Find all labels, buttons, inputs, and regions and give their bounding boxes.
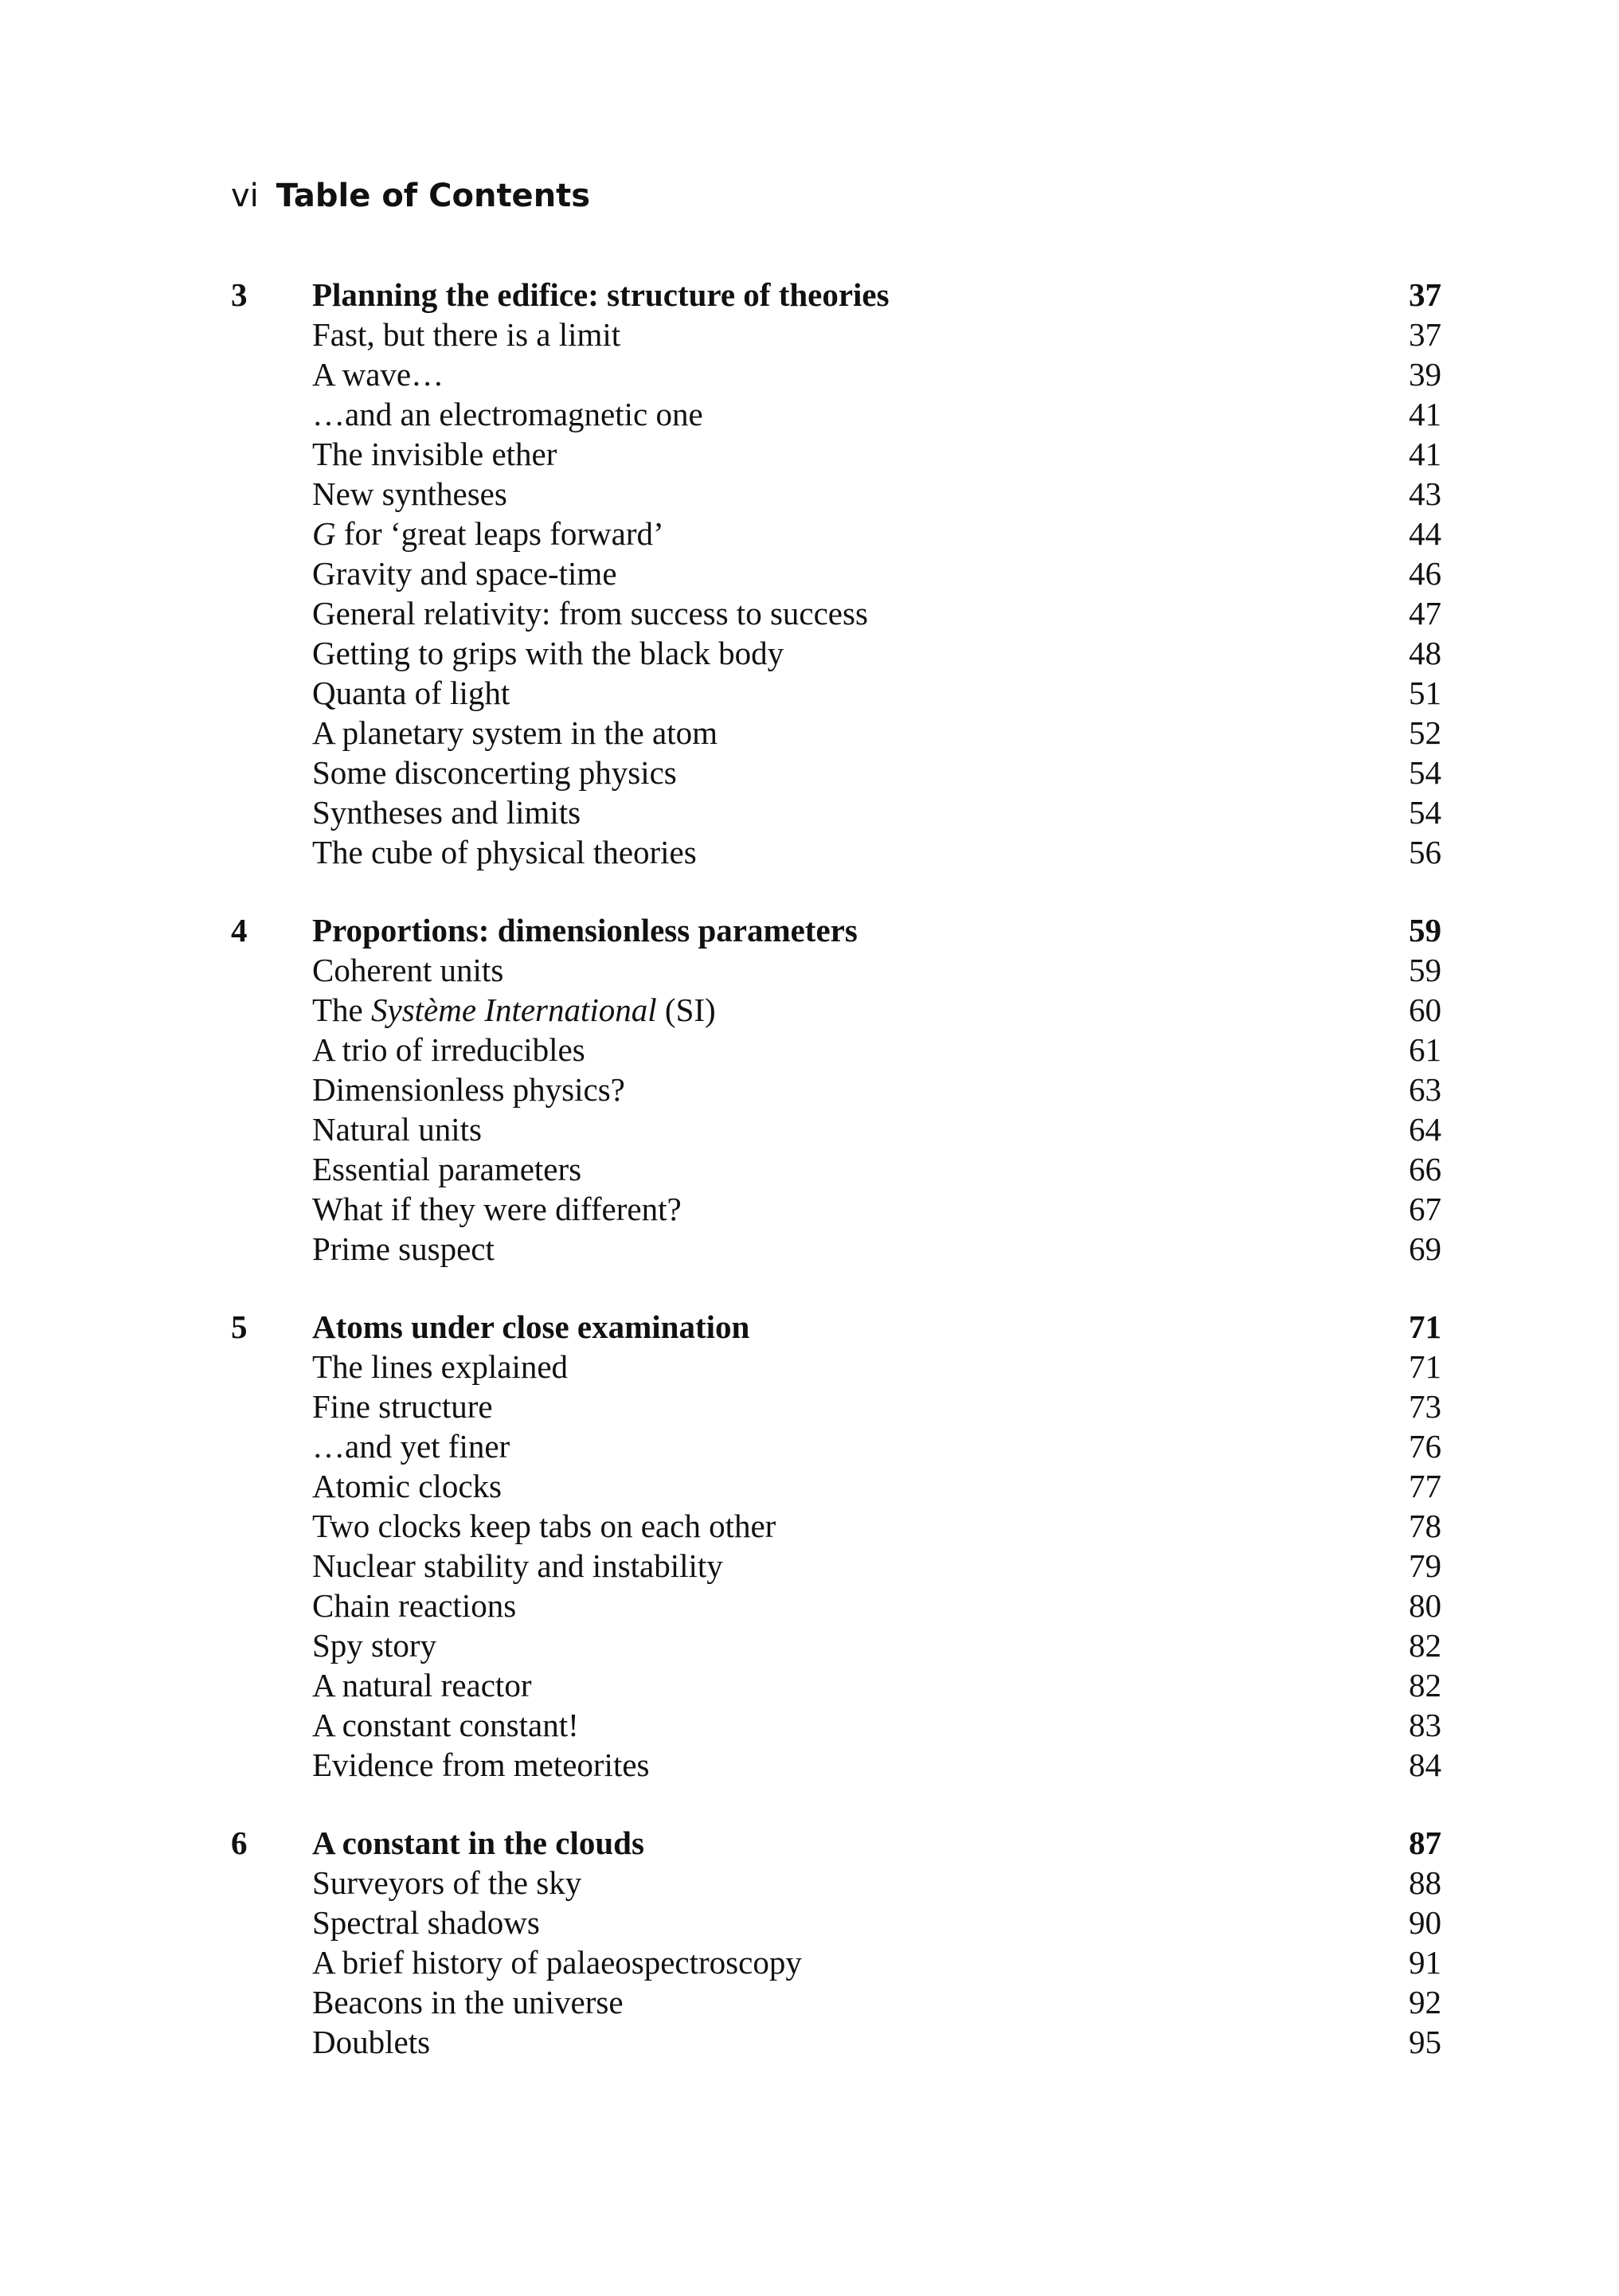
toc-entry <box>231 434 1441 474</box>
chapter-heading <box>231 1307 1441 1347</box>
section-page-number: 39 <box>1409 356 1441 393</box>
toc-entry <box>231 1109 1441 1149</box>
toc-entry <box>231 315 1441 354</box>
section-page-number: 80 <box>1409 1587 1441 1624</box>
toc-entry <box>231 1466 1441 1506</box>
section-title: A planetary system in the atom <box>312 714 718 751</box>
toc-entry <box>231 1586 1441 1625</box>
toc-entry <box>231 1903 1441 1942</box>
toc-entry <box>231 753 1441 792</box>
section-page-number: 92 <box>1409 1984 1441 2020</box>
section-title: Some disconcerting physics <box>312 754 677 791</box>
section-title: The Système International (SI) <box>312 992 716 1028</box>
toc-entry <box>231 1942 1441 1982</box>
section-page-number: 79 <box>1409 1547 1441 1584</box>
page-folio: vi <box>231 178 259 214</box>
section-page-number: 48 <box>1409 635 1441 671</box>
section-page-number: 52 <box>1409 714 1441 751</box>
chapter-number: 6 <box>231 1825 248 1861</box>
section-page-number: 44 <box>1409 515 1441 552</box>
toc-entry <box>231 553 1441 593</box>
section-title: Surveyors of the sky <box>312 1864 582 1901</box>
section-title: Beacons in the universe <box>312 1984 624 2020</box>
section-title: Getting to grips with the black body <box>312 635 784 671</box>
section-title: General relativity: from success to success <box>312 595 868 632</box>
section-page-number: 46 <box>1409 555 1441 592</box>
section-title: Natural units <box>312 1111 482 1148</box>
toc-entry <box>231 792 1441 832</box>
section-page-number: 56 <box>1409 834 1441 870</box>
section-page-number: 83 <box>1409 1707 1441 1743</box>
section-page-number: 54 <box>1409 754 1441 791</box>
chapter-page-number: 87 <box>1409 1825 1441 1861</box>
section-page-number: 54 <box>1409 794 1441 831</box>
toc-entry <box>231 1863 1441 1903</box>
toc-chapter-4 <box>231 910 1441 1269</box>
chapter-page-number: 37 <box>1409 276 1441 313</box>
toc-entry <box>231 474 1441 514</box>
section-title: …and an electromagnetic one <box>312 396 703 432</box>
running-head-title: Table of Contents <box>276 178 591 214</box>
section-page-number: 73 <box>1409 1388 1441 1425</box>
toc-entry <box>231 832 1441 872</box>
toc-entry <box>231 1982 1441 2022</box>
toc-entry <box>231 1745 1441 1785</box>
section-title: Essential parameters <box>312 1151 582 1187</box>
toc-entry <box>231 1665 1441 1705</box>
toc-entry <box>231 1705 1441 1745</box>
chapter-title: Proportions: dimensionless parameters <box>312 912 858 949</box>
toc-chapter-5 <box>231 1307 1441 1785</box>
toc-entry <box>231 1229 1441 1269</box>
toc-entry <box>231 394 1441 434</box>
section-page-number: 77 <box>1409 1468 1441 1504</box>
toc-entry <box>231 593 1441 633</box>
section-page-number: 78 <box>1409 1508 1441 1544</box>
section-page-number: 95 <box>1409 2024 1441 2060</box>
section-page-number: 43 <box>1409 475 1441 512</box>
toc-chapter-6 <box>231 1823 1441 2062</box>
toc-entry <box>231 1546 1441 1586</box>
chapter-heading <box>231 910 1441 950</box>
section-title: What if they were different? <box>312 1191 682 1227</box>
section-title: Quanta of light <box>312 675 510 711</box>
toc-entry <box>231 514 1441 553</box>
section-title: A constant constant! <box>312 1707 579 1743</box>
toc-entry <box>231 713 1441 753</box>
section-title: …and yet finer <box>312 1428 510 1465</box>
section-page-number: 64 <box>1409 1111 1441 1148</box>
toc-entry <box>231 1387 1441 1426</box>
section-title: Chain reactions <box>312 1587 517 1624</box>
section-page-number: 60 <box>1409 992 1441 1028</box>
section-title: Fast, but there is a limit <box>312 316 621 353</box>
section-title: Nuclear stability and instability <box>312 1547 723 1584</box>
section-title: Dimensionless physics? <box>312 1071 625 1108</box>
section-title: Gravity and space-time <box>312 555 617 592</box>
section-page-number: 67 <box>1409 1191 1441 1227</box>
section-page-number: 41 <box>1409 396 1441 432</box>
toc-entry <box>231 1030 1441 1070</box>
section-page-number: 41 <box>1409 436 1441 472</box>
toc-entry <box>231 1347 1441 1387</box>
toc-entry <box>231 1506 1441 1546</box>
chapter-number: 5 <box>231 1308 248 1345</box>
section-title: The cube of physical theories <box>312 834 697 870</box>
section-title: A trio of irreducibles <box>312 1031 585 1068</box>
toc-entry <box>231 1625 1441 1665</box>
chapter-title: Atoms under close examination <box>312 1308 750 1345</box>
section-page-number: 76 <box>1409 1428 1441 1465</box>
section-page-number: 61 <box>1409 1031 1441 1068</box>
section-page-number: 63 <box>1409 1071 1441 1108</box>
toc-entry <box>231 354 1441 394</box>
section-page-number: 82 <box>1409 1667 1441 1703</box>
section-page-number: 66 <box>1409 1151 1441 1187</box>
section-page-number: 82 <box>1409 1627 1441 1664</box>
section-title: G for ‘great leaps forward’ <box>312 515 664 552</box>
section-page-number: 88 <box>1409 1864 1441 1901</box>
toc-entry <box>231 990 1441 1030</box>
toc-chapter-3 <box>231 275 1441 872</box>
toc-entry <box>231 1426 1441 1466</box>
table-of-contents <box>231 275 1441 2100</box>
section-page-number: 51 <box>1409 675 1441 711</box>
chapter-title: A constant in the clouds <box>312 1825 644 1861</box>
section-title: Syntheses and limits <box>312 794 581 831</box>
section-title: A natural reactor <box>312 1667 532 1703</box>
section-page-number: 59 <box>1409 952 1441 988</box>
toc-entry <box>231 1149 1441 1189</box>
italic-term: Système International <box>371 992 657 1028</box>
chapter-title: Planning the edifice: structure of theories <box>312 276 890 313</box>
toc-entry <box>231 673 1441 713</box>
section-page-number: 37 <box>1409 316 1441 353</box>
section-title: The invisible ether <box>312 436 557 472</box>
chapter-page-number: 59 <box>1409 912 1441 949</box>
toc-entry <box>231 2022 1441 2062</box>
chapter-heading <box>231 275 1441 315</box>
toc-entry <box>231 1189 1441 1229</box>
section-title: New syntheses <box>312 475 507 512</box>
toc-entry <box>231 1070 1441 1109</box>
toc-entry <box>231 633 1441 673</box>
section-page-number: 69 <box>1409 1230 1441 1267</box>
section-title: Atomic clocks <box>312 1468 502 1504</box>
chapter-number: 3 <box>231 276 248 313</box>
italic-term: G <box>312 515 336 552</box>
section-title: Evidence from meteorites <box>312 1746 650 1783</box>
section-title: A wave… <box>312 356 444 393</box>
section-title: Fine structure <box>312 1388 493 1425</box>
section-title: Doublets <box>312 2024 431 2060</box>
section-page-number: 47 <box>1409 595 1441 632</box>
section-page-number: 90 <box>1409 1904 1441 1941</box>
section-title: The lines explained <box>312 1348 569 1385</box>
toc-entry <box>231 950 1441 990</box>
chapter-heading <box>231 1823 1441 1863</box>
section-title: Two clocks keep tabs on each other <box>312 1508 776 1544</box>
chapter-page-number: 71 <box>1409 1308 1441 1345</box>
running-head <box>231 177 590 215</box>
section-page-number: 91 <box>1409 1944 1441 1981</box>
section-title: Spy story <box>312 1627 437 1664</box>
section-title: Spectral shadows <box>312 1904 540 1941</box>
section-title: Prime suspect <box>312 1230 495 1267</box>
chapter-number: 4 <box>231 912 248 949</box>
section-title: A brief history of palaeospectroscopy <box>312 1944 802 1981</box>
section-title: Coherent units <box>312 952 504 988</box>
section-page-number: 71 <box>1409 1348 1441 1385</box>
section-page-number: 84 <box>1409 1746 1441 1783</box>
